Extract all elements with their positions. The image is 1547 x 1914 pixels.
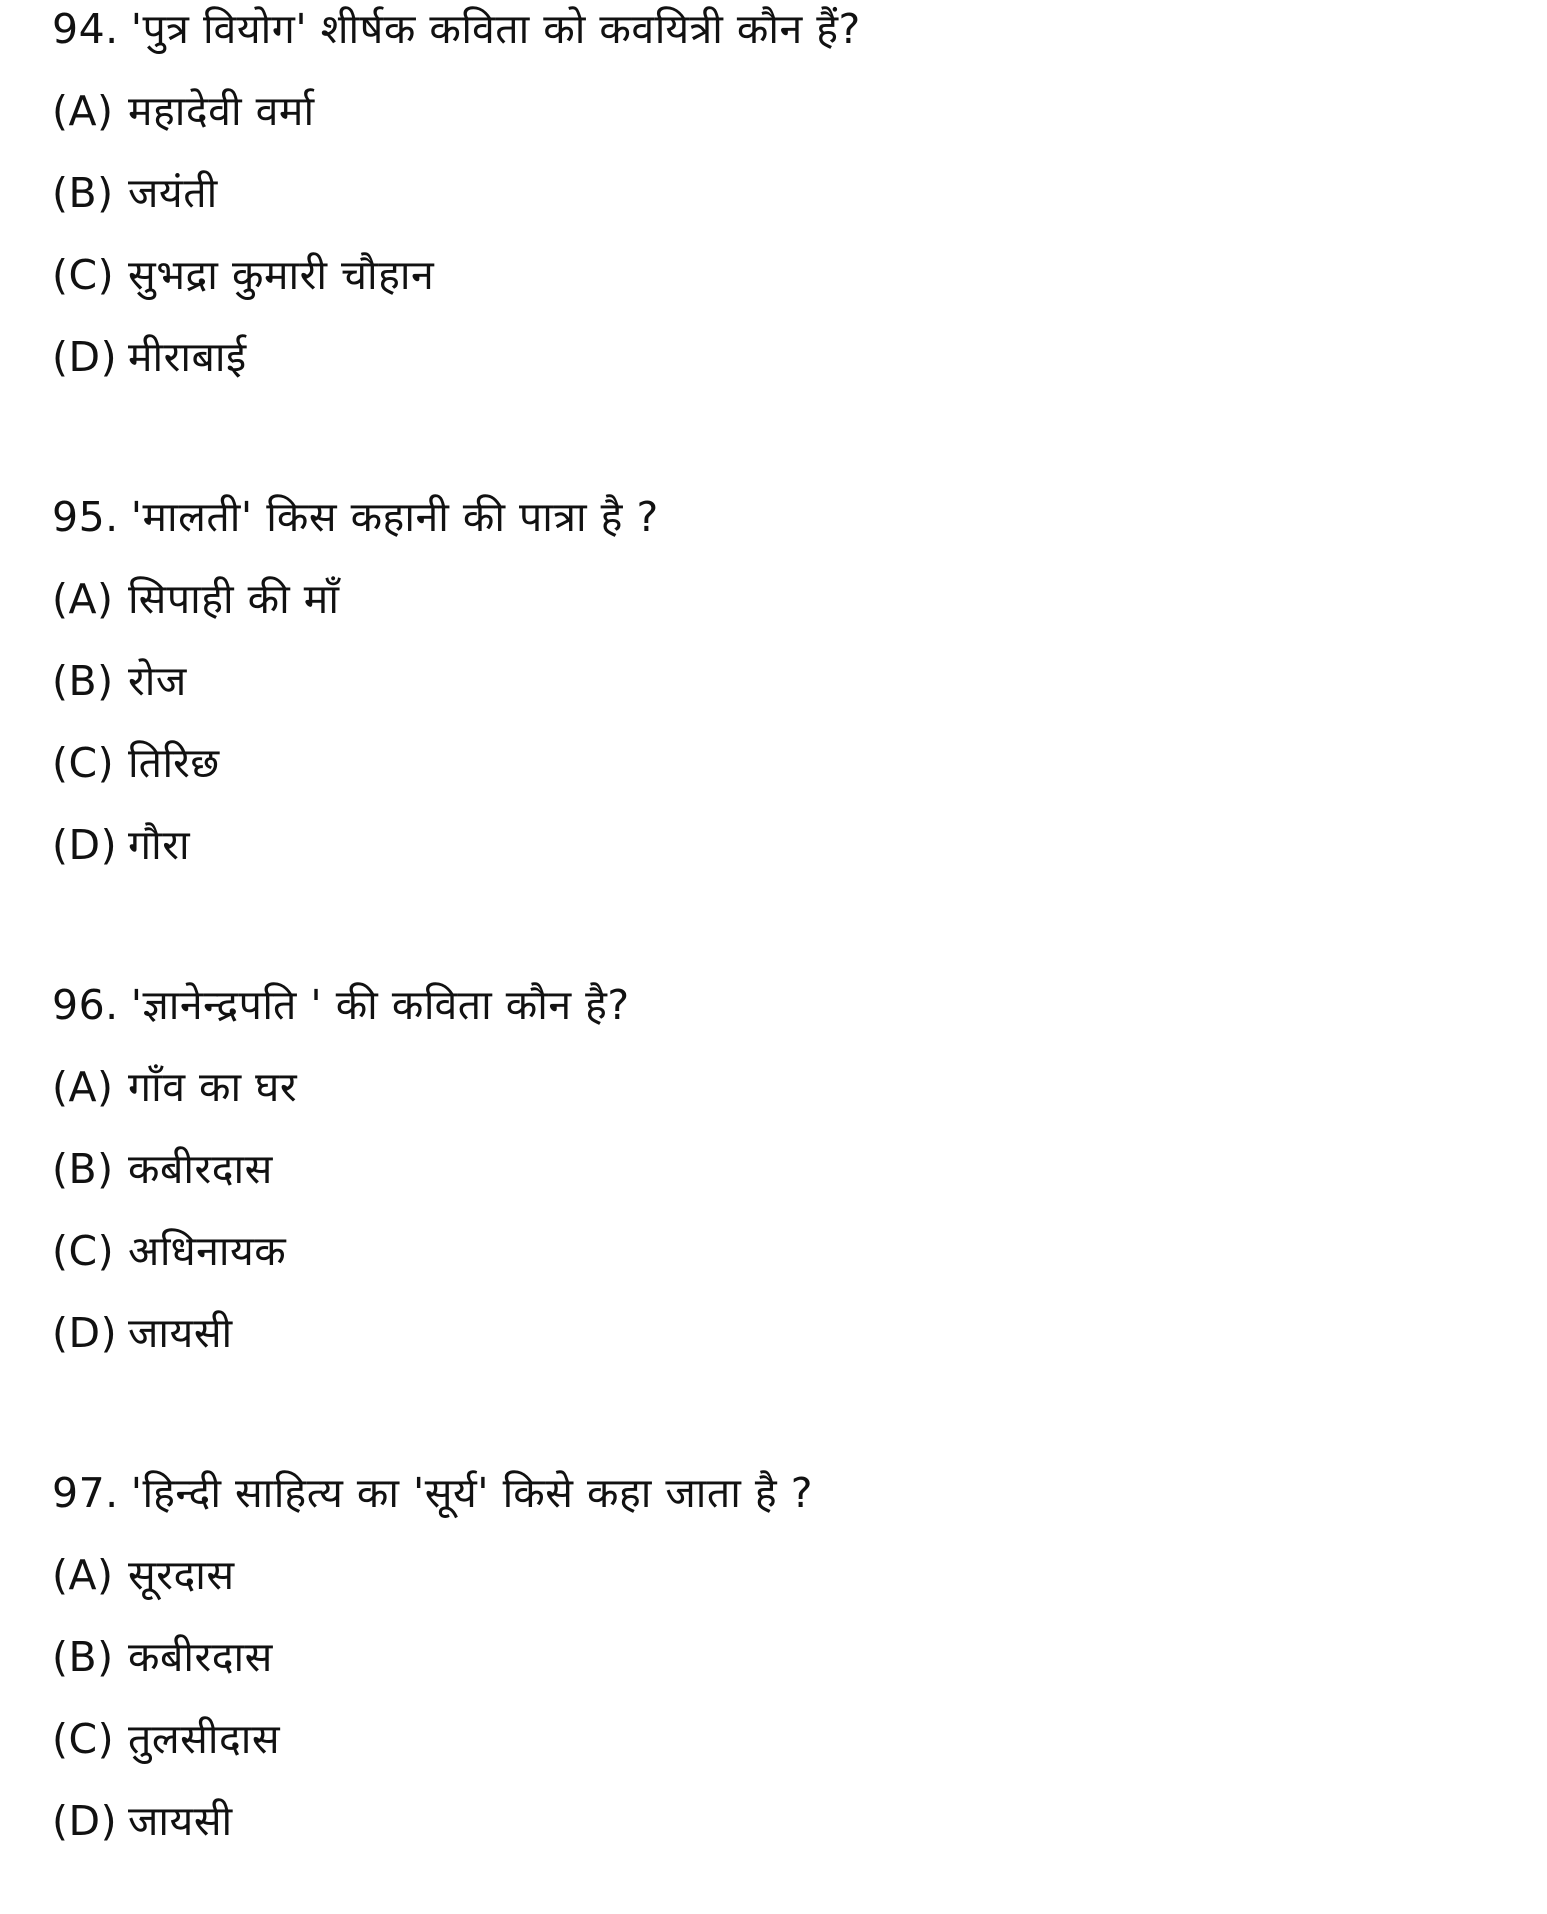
option-96-a (52, 1060, 297, 1114)
option-text: कबीरदास (128, 1145, 273, 1193)
question-number: 95. (52, 493, 119, 541)
option-97-d (52, 1794, 233, 1848)
option-label: (C) (52, 1227, 115, 1275)
question-97 (52, 1466, 813, 1520)
option-text: जायसी (128, 1797, 233, 1845)
option-label: (C) (52, 739, 115, 787)
option-97-b (52, 1630, 273, 1684)
option-label: (D) (52, 1797, 118, 1845)
question-number: 94. (52, 5, 119, 53)
option-label: (B) (52, 1633, 114, 1681)
option-95-a (52, 572, 339, 626)
option-94-c (52, 248, 434, 302)
question-text: 'पुत्र वियोग' शीर्षक कविता को कवयित्री कौन हैं? (130, 5, 861, 53)
option-96-b (52, 1142, 273, 1196)
option-label: (D) (52, 1309, 118, 1357)
option-96-c (52, 1224, 286, 1278)
option-text: तिरिछ (128, 739, 220, 787)
option-label: (A) (52, 1551, 114, 1599)
option-text: जयंती (128, 169, 218, 217)
question-text: 'मालती' किस कहानी की पात्रा है ? (130, 493, 659, 541)
option-label: (C) (52, 251, 115, 299)
option-94-a (52, 84, 315, 138)
option-label: (A) (52, 1063, 114, 1111)
option-label: (D) (52, 821, 118, 869)
option-label: (B) (52, 657, 114, 705)
option-94-b (52, 166, 218, 220)
option-94-d (52, 330, 247, 384)
option-95-d (52, 818, 190, 872)
option-text: सुभद्रा कुमारी चौहान (128, 251, 435, 299)
question-text: 'ज्ञानेन्द्रपति ' की कविता कौन है? (130, 981, 630, 1029)
option-label: (D) (52, 333, 118, 381)
option-text: जायसी (128, 1309, 233, 1357)
question-94 (52, 2, 861, 56)
question-96 (52, 978, 630, 1032)
option-text: सिपाही की माँ (128, 575, 340, 623)
option-text: अधिनायक (128, 1227, 287, 1275)
option-text: तुलसीदास (128, 1715, 281, 1763)
option-97-a (52, 1548, 235, 1602)
option-96-d (52, 1306, 233, 1360)
option-text: रोज (128, 657, 187, 705)
option-95-c (52, 736, 220, 790)
option-text: मीराबाई (128, 333, 247, 381)
question-text: 'हिन्दी साहित्य का 'सूर्य' किसे कहा जाता है ? (130, 1469, 814, 1517)
option-text: सूरदास (128, 1551, 235, 1599)
option-label: (A) (52, 87, 114, 135)
option-95-b (52, 654, 187, 708)
question-number: 97. (52, 1469, 119, 1517)
option-label: (B) (52, 169, 114, 217)
question-number: 96. (52, 981, 119, 1029)
option-label: (C) (52, 1715, 115, 1763)
option-text: कबीरदास (128, 1633, 273, 1681)
option-text: गाँव का घर (128, 1063, 298, 1111)
option-label: (B) (52, 1145, 114, 1193)
option-text: महादेवी वर्मा (128, 87, 315, 135)
option-97-c (52, 1712, 280, 1766)
option-text: गौरा (128, 821, 191, 869)
option-label: (A) (52, 575, 114, 623)
question-95 (52, 490, 659, 544)
